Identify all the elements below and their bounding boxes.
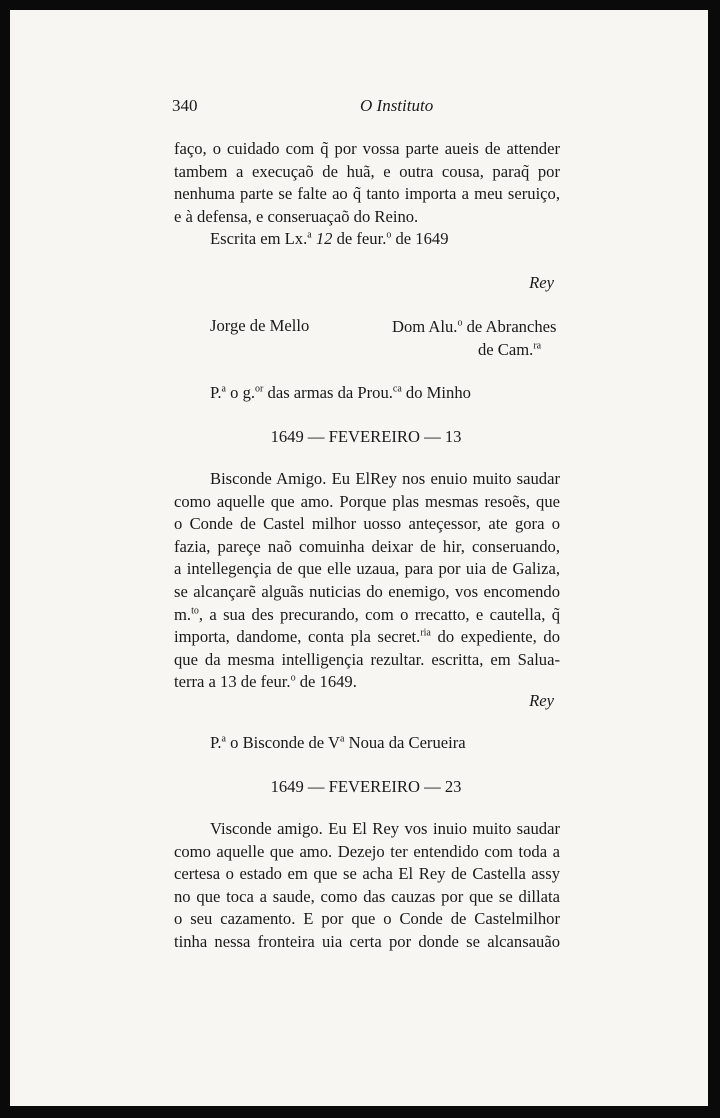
text-line: tinha nessa fronteira uia certa por donde se alcansauão [174, 931, 560, 951]
text-line: certesa o estado em que se acha El Rey de Castella assy [174, 864, 560, 884]
text-line: terra a 13 de feur.$^o$ de 1649. [174, 672, 357, 692]
letter-1-tail [174, 138, 560, 251]
text-line: que da mesma intelligençia rezultar. escritta, em Salua- [174, 649, 560, 669]
text-line: se alcançarẽ alguãs nuticias do enemigo, vos encomendo [174, 581, 560, 601]
text-line: o Conde de Castel milhor uosso anteçessor, ate gora o [174, 514, 560, 534]
text-line: no que toca a saude, como das cauzas por que se dillata [174, 886, 560, 906]
text-line: e à defensa, e conseruaçaõ do Reino. [174, 206, 419, 226]
running-title: O Instituto [360, 96, 434, 115]
page-header [172, 96, 592, 120]
text-line: Bisconde Amigo. Eu ElRey nos enuio muito saudar [210, 469, 560, 488]
text-line: nenhuma parte se falte ao q̃ tanto importa a meu seruiço, [174, 184, 560, 204]
text-line: como aquelle que amo. Dezejo ter entendido com toda a [174, 841, 560, 861]
text-line: importa, dandome, conta pla secret.$^{ria}$ do expediente, do [174, 627, 560, 647]
text-line: a intellegençia de que elle uzaua, para por uia de Galiza, [174, 559, 560, 579]
text-line: Visconde amigo. Eu El Rey vos inuio muito saudar [210, 819, 560, 838]
heading-2: 1649 — FEVEREIRO — 23 [270, 777, 462, 796]
letter-2 [174, 468, 560, 694]
book-page [10, 10, 708, 1106]
letter-3 [174, 818, 560, 954]
address-1: P.$^a$ o g.$^{or}$ das armas da Prou.$^{ca}$ do Minho [210, 383, 471, 402]
text-line: m.$^{to}$, a sua des precurando, com o rrecatto, e cautella, q̃ [174, 604, 560, 624]
signatory-left: Jorge de Mello [210, 316, 310, 335]
text-line: tambem a execuçaõ de huã, e outra cousa, paraq̃ por [174, 161, 560, 181]
text-line: fazia, pareçe naõ comuinha deixar de hir, conseruando, [174, 536, 560, 556]
signature-rey-2: Rey [529, 691, 554, 710]
signature-rey: Rey [529, 273, 554, 292]
dateline: Escrita em Lx.$^a$ 12 de feur.$^o$ de 1649 [210, 229, 449, 249]
signatory-right: Dom Alu.$^o$ de Abranches de Cam.$^{ra}$ [392, 317, 557, 359]
heading-1: 1649 — FEVEREIRO — 13 [270, 427, 462, 446]
address-2: P.$^a$ o Bisconde de $V^a$ Noua da Cerueira [210, 733, 466, 752]
text-line: o seu cazamento. E por que o Conde de Castelmilhor [174, 909, 560, 929]
text-line: como aquelle que amo. Porque plas mesmas resoẽs, que [174, 491, 560, 511]
text-line: faço, o cuidado com q̃ por vossa parte aueis de attender [174, 139, 560, 158]
page-number: 340 [172, 96, 198, 115]
